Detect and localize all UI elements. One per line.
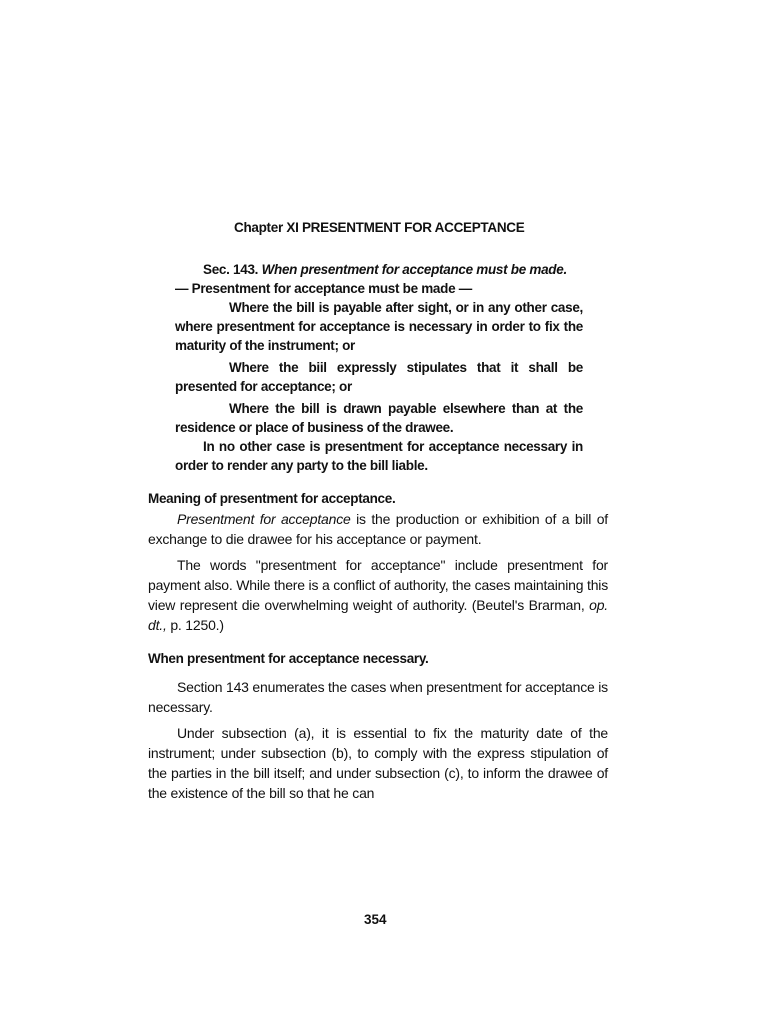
necessary-paragraph-1: Section 143 enumerates the cases when presentment for acceptance is necessary. — [148, 679, 608, 715]
statute-clause-b: Where the biil expressly stipulates that it shall be presented for acceptance; or — [175, 360, 583, 394]
meaning-paragraph-1-text: is the production or exhibition of a bill of exchange to die drawee for his acceptance or payment. — [148, 511, 608, 547]
chapter-title: Chapter XI PRESENTMENT FOR ACCEPTANCE — [234, 220, 525, 235]
section-label: Sec. 143. — [203, 262, 259, 277]
meaning-paragraph-1 — [148, 509, 608, 549]
statute-section-heading — [175, 260, 583, 279]
necessary-heading: When presentment for acceptance necessary. — [148, 651, 429, 666]
commentary — [148, 489, 608, 803]
meaning-paragraph-2-end: p. 1250.) — [166, 617, 224, 633]
statute-intro: — Presentment for acceptance must be made — — [175, 281, 472, 296]
citation: op. dt., — [148, 597, 608, 633]
statute-section-143 — [175, 260, 583, 475]
section-heading: When presentment for acceptance must be made. — [261, 262, 567, 277]
statute-clause-c: Where the bill is drawn payable elsewhere than at the residence or place of business of the drawee. — [175, 401, 583, 435]
meaning-paragraph-2-text: The words "presentment for acceptance" include presentment for payment also. While there is a conflict of authority, the cases maintaining this view represent die overwhelming weight of authority. (Beutel's Brarman, — [148, 557, 608, 613]
statute-clause-a: Where the bill is payable after sight, or in any other case, where presentment for acceptance is necessary in order to fix the maturity of the instrument; or — [175, 300, 583, 353]
meaning-heading: Meaning of presentment for acceptance. — [148, 491, 396, 506]
meaning-paragraph-2 — [148, 555, 608, 635]
necessary-paragraph-2: Under subsection (a), it is essential to fix the maturity date of the instrument; under subsection (b), to comply with the express stipulation of the parties in the bill itself; and under subsection (c), to inform the drawee of the existence of the bill so that he can — [148, 725, 608, 801]
page-number: 354 — [364, 912, 387, 927]
defined-term: Presentment for acceptance — [177, 511, 351, 527]
statute-closing: In no other case is presentment for acceptance necessary in order to render any party to the bill liable. — [175, 439, 583, 473]
